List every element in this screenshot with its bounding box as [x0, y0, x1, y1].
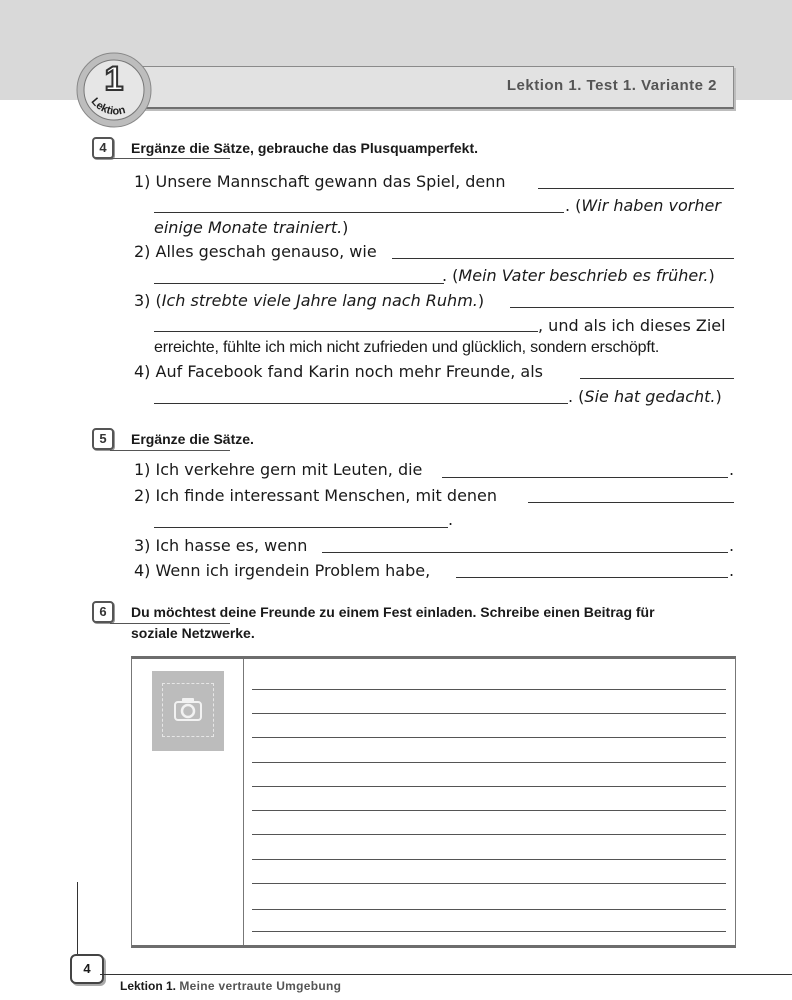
writing-line[interactable]	[252, 713, 726, 714]
badge-label: Lektion	[88, 95, 127, 118]
task-5-rule	[110, 450, 230, 451]
photo-placeholder[interactable]	[152, 671, 224, 751]
task-5-instruction: Ergänze die Sätze.	[131, 431, 254, 447]
task-4-item-2-lead: 2) Alles geschah genauso, wie	[134, 242, 377, 261]
writing-line[interactable]	[252, 786, 726, 787]
header-bar	[132, 66, 734, 109]
answer-blank[interactable]	[442, 477, 728, 478]
task-6-number: 6	[92, 601, 114, 623]
lesson-badge-icon	[74, 50, 154, 130]
writing-line[interactable]	[252, 762, 726, 763]
social-post-frame	[131, 656, 736, 948]
answer-blank[interactable]	[510, 307, 734, 308]
answer-blank[interactable]	[322, 552, 728, 553]
footer-text	[120, 979, 341, 993]
answer-blank[interactable]	[154, 331, 538, 332]
task-5-item-4-end: .	[729, 561, 735, 580]
task-4-item-1-lead: 1) Unsere Mannschaft gewann das Spiel, denn	[134, 172, 506, 191]
writing-line[interactable]	[252, 737, 726, 738]
task-4-rule	[110, 158, 230, 159]
margin-rule	[77, 882, 78, 960]
camera-icon	[174, 697, 202, 721]
answer-blank[interactable]	[392, 258, 734, 259]
task-4-instruction: Ergänze die Sätze, gebrauche das Plusquamperfekt.	[131, 140, 478, 156]
writing-line[interactable]	[252, 689, 726, 690]
task-4-item-3-tail: erreichte, fühlte ich mich nicht zufrieden und glücklich, sondern erschöpft.	[154, 339, 660, 356]
writing-line[interactable]	[252, 909, 726, 910]
answer-blank[interactable]	[154, 283, 444, 284]
task-5-item-1-lead: 1) Ich verkehre gern mit Leuten, die	[134, 460, 423, 479]
task-4-item-4-hint: . (Sie hat gedacht.)	[568, 387, 722, 406]
task-4-item-1-hint: . (Wir haben vorher	[565, 196, 721, 215]
page-title: Lektion 1. Test 1. Variante 2	[506, 77, 717, 94]
answer-blank[interactable]	[154, 212, 564, 213]
writing-line[interactable]	[252, 931, 726, 932]
badge-number: 1	[104, 60, 124, 98]
writing-line[interactable]	[252, 810, 726, 811]
answer-blank[interactable]	[538, 188, 734, 189]
task-6-rule	[110, 623, 230, 624]
answer-blank[interactable]	[456, 577, 728, 578]
footer-subtitle: Meine vertraute Umgebung	[179, 979, 342, 993]
task-6-instruction-line-2: soziale Netzwerke.	[131, 625, 255, 641]
page-number: 4	[70, 954, 104, 984]
frame-divider	[243, 659, 244, 945]
task-4-item-4-lead: 4) Auf Facebook fand Karin noch mehr Freunde, als	[134, 362, 543, 381]
task-4-item-3-lead: 3) (Ich strebte viele Jahre lang nach Ruhm.)	[134, 291, 485, 310]
writing-line[interactable]	[252, 859, 726, 860]
writing-line[interactable]	[252, 883, 726, 884]
task-5-item-3-lead: 3) Ich hasse es, wenn	[134, 536, 308, 555]
answer-blank[interactable]	[154, 527, 448, 528]
answer-blank[interactable]	[528, 502, 734, 503]
task-5-item-4-lead: 4) Wenn ich irgendein Problem habe,	[134, 561, 431, 580]
task-5-number: 5	[92, 428, 114, 450]
answer-blank[interactable]	[154, 403, 568, 404]
task-5-item-1-end: .	[729, 460, 735, 479]
task-6-instruction-line-1: Du möchtest deine Freunde zu einem Fest einladen. Schreibe einen Beitrag für	[131, 604, 655, 620]
answer-blank[interactable]	[580, 378, 734, 379]
footer-rule	[100, 974, 792, 975]
task-4-item-1-hint-cont: einige Monate trainiert.)	[154, 218, 349, 237]
task-4-item-2-hint: . (Mein Vater beschrieb es früher.)	[442, 266, 715, 285]
footer-lesson: Lektion 1.	[120, 979, 177, 993]
task-4-number: 4	[92, 137, 114, 159]
task-5-item-3-end: .	[729, 536, 735, 555]
writing-line[interactable]	[252, 834, 726, 835]
task-4-item-3-cont: , und als ich dieses Ziel	[538, 316, 726, 335]
task-5-item-2-end: .	[448, 510, 454, 529]
task-5-item-2-lead: 2) Ich finde interessant Menschen, mit denen	[134, 486, 498, 505]
